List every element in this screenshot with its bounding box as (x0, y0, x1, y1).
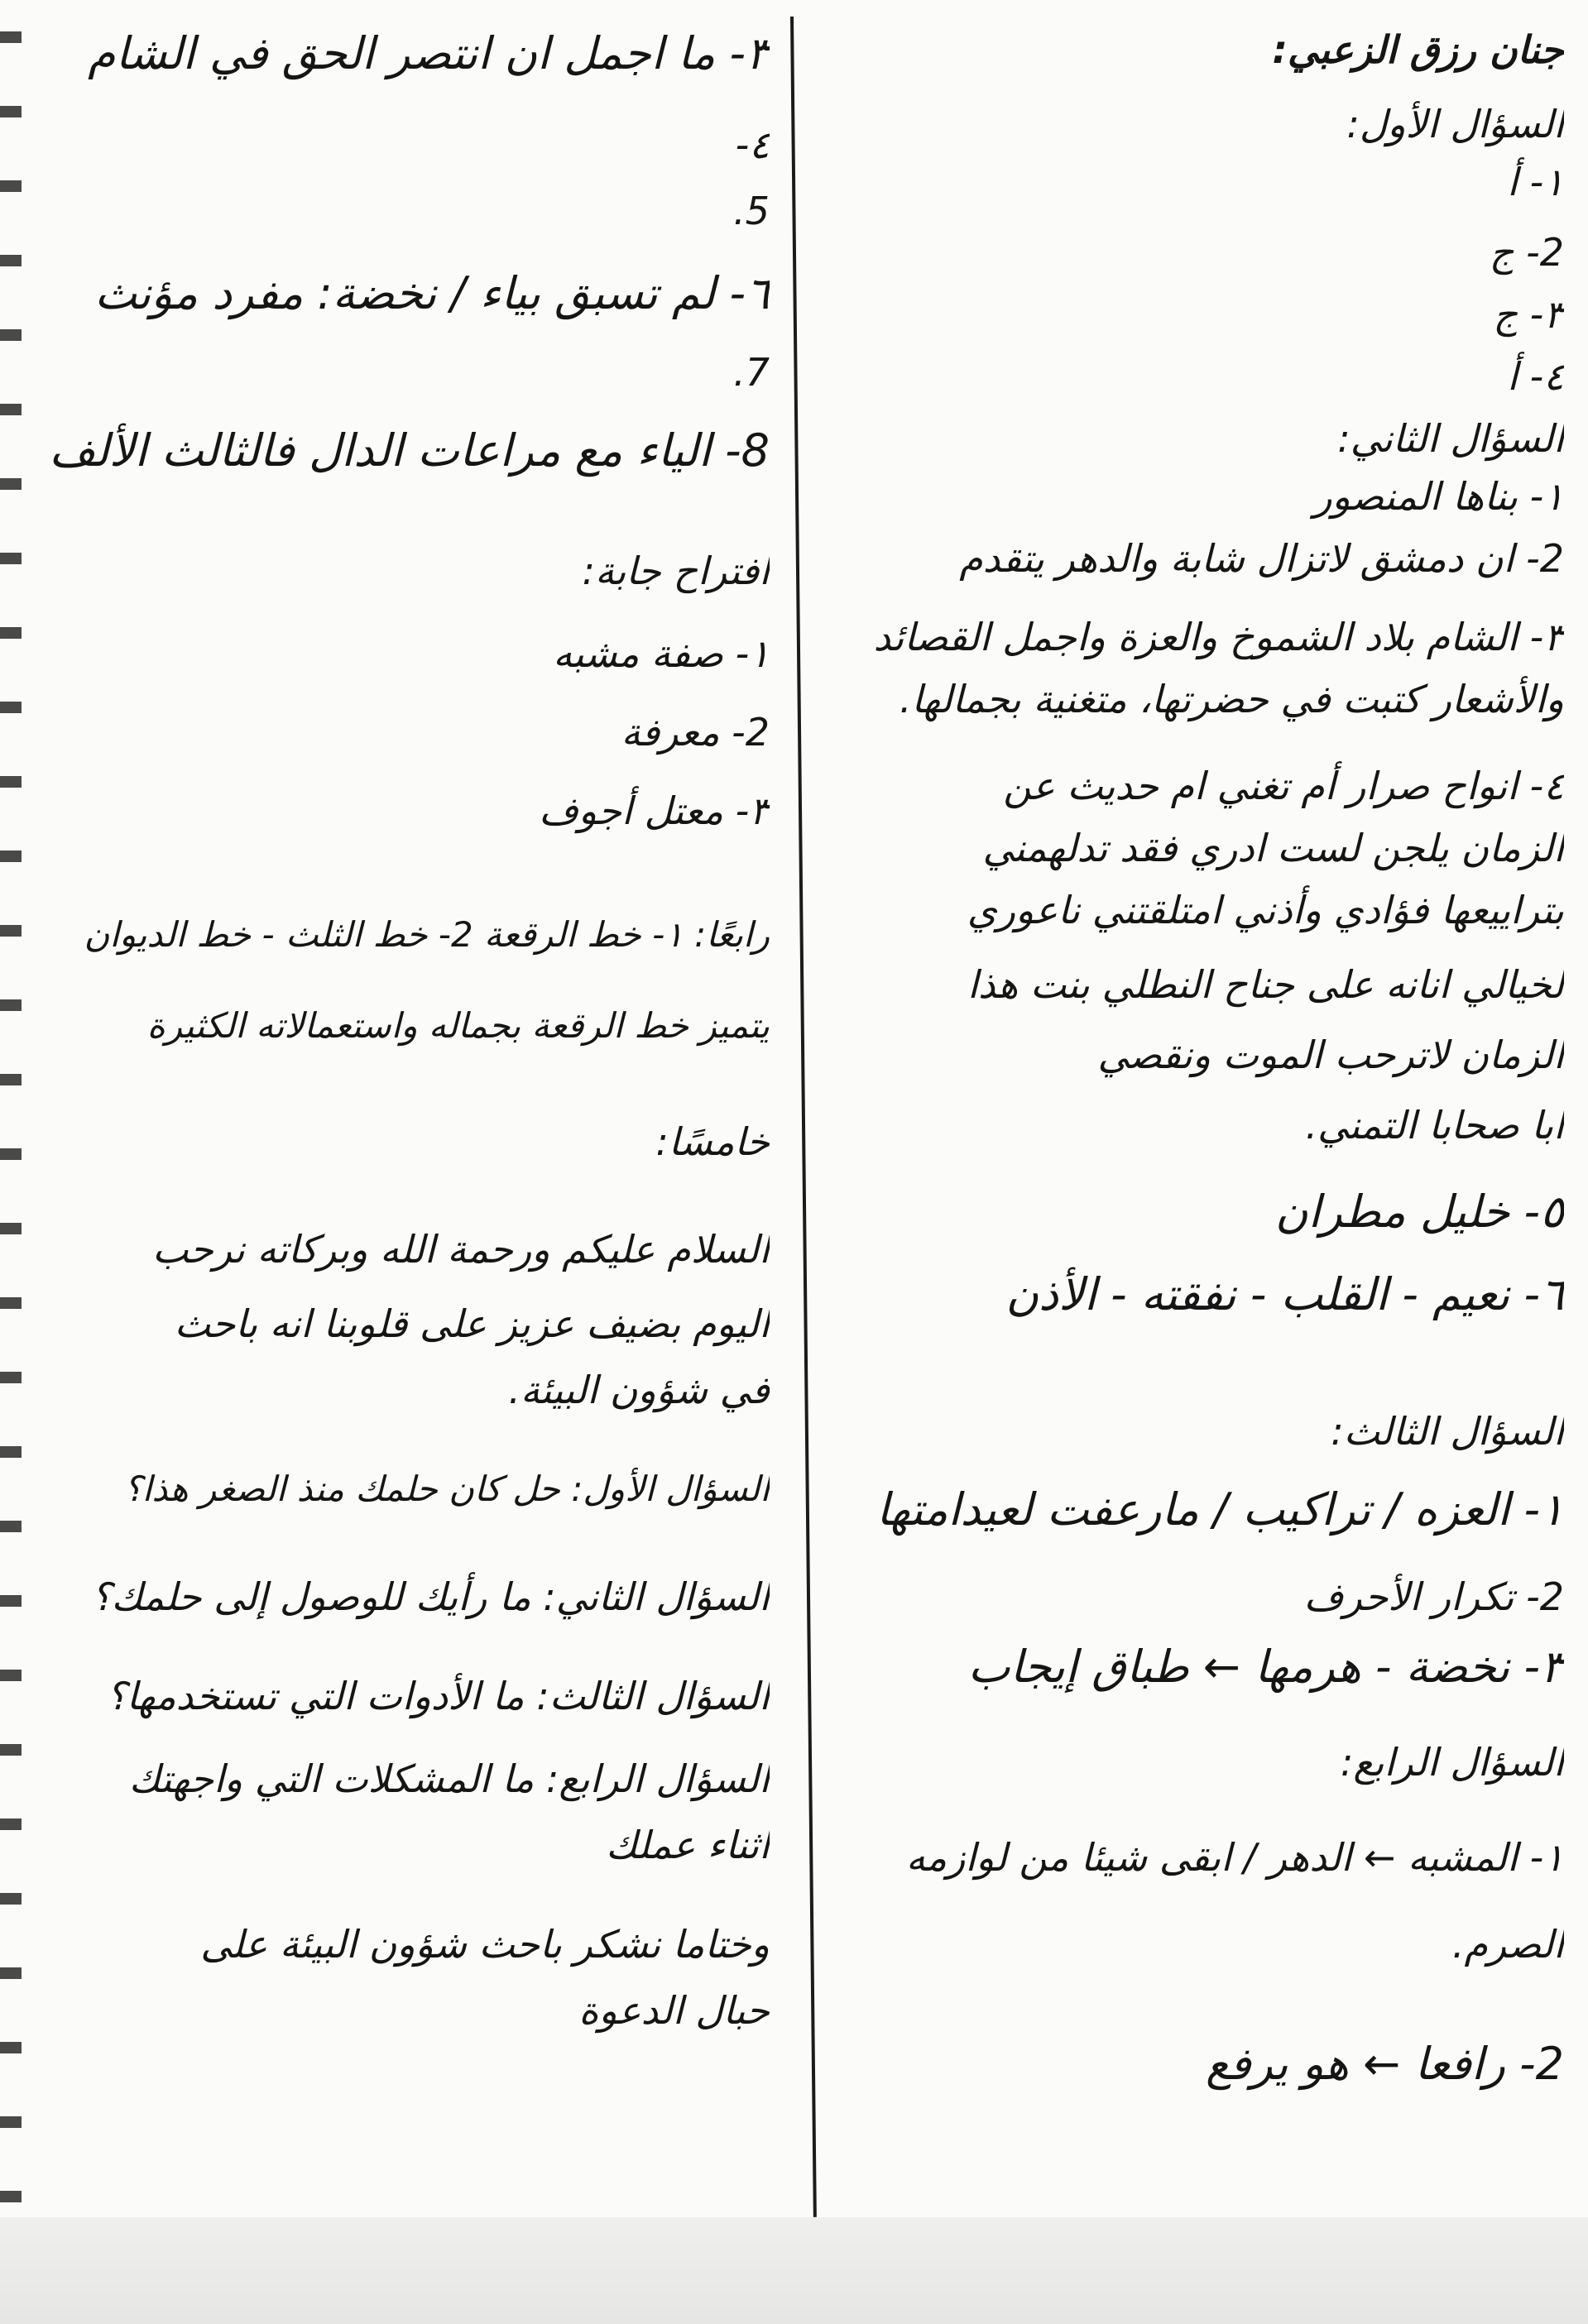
handwritten-line-l13: خامسًا: (655, 1119, 770, 1164)
page-bottom-margin (0, 2217, 1588, 2324)
handwritten-line-l19: السؤال الثالث: ما الأدوات التي تستخدمها؟ (106, 1674, 770, 1718)
handwritten-line-r19: ٦- نعيم - القلب - نفقته - الأذن (1005, 1268, 1564, 1320)
handwritten-line-l08: ١- صفة مشبه (553, 631, 770, 676)
handwritten-line-l06: 8- الياء مع مراعات الدال فالثالث الألف (49, 424, 770, 477)
handwritten-line-r15: لخيالي انانه على جناح النطلي بنت هذا (967, 962, 1564, 1007)
handwritten-line-l07: افتراح جابة: (582, 549, 770, 593)
handwritten-line-r03: ١- أ (1507, 160, 1564, 204)
handwritten-line-r17: ابا صحابا التمني. (1305, 1103, 1564, 1148)
handwritten-line-l12: يتميز خط الرقعة بجماله واستعمالاته الكثيرة (146, 1005, 770, 1046)
handwritten-line-l04: ٦- لم تسبق بياء / نخضة: مفرد مؤنث (94, 267, 770, 319)
handwritten-line-r14: بتراييعها فؤادي وأذني امتلقتني ناعوري (967, 888, 1564, 932)
handwritten-line-r06: ٤- أ (1507, 354, 1564, 399)
handwritten-line-r23: ٣- نخضة - هرمها ← طباق إيجاب (967, 1641, 1564, 1693)
handwritten-line-l01: ٣- ما اجمل ان انتصر الحق في الشام (88, 27, 770, 79)
spiral-binding (0, 0, 22, 2324)
handwritten-line-r12: ٤- انواح صرار أم تغني ام حديث عن (1003, 764, 1564, 808)
handwritten-line-l20: السؤال الرابع: ما المشكلات التي واجهتك (128, 1756, 770, 1801)
handwritten-line-r16: الزمان لاترحب الموت ونقصي (1097, 1033, 1564, 1077)
handwritten-line-r20: السؤال الثالث: (1331, 1409, 1564, 1454)
handwritten-line-l05: 7. (733, 350, 770, 395)
handwritten-line-l11: رابعًا: ١- خط الرقعة 2- خط الثلث - خط الديوان (84, 914, 770, 955)
handwritten-line-l14: السلام عليكم ورحمة الله وبركاته نرحب (152, 1227, 770, 1272)
handwritten-line-r24: السؤال الرابع: (1340, 1740, 1564, 1785)
handwritten-line-r13: الزمان يلجن لست ادري فقد تدلهمني (982, 826, 1564, 870)
handwritten-line-r18: ٥- خليل مطران (1275, 1186, 1564, 1238)
column-divider-line (790, 17, 817, 2217)
handwritten-line-l21: اثناء عملك (606, 1823, 770, 1867)
handwritten-line-r25: ١- المشبه ← الدهر / ابقى شيئا من لوازمه (905, 1835, 1564, 1880)
handwritten-line-r22: 2- تكرار الأحرف (1303, 1574, 1564, 1619)
handwritten-line-r27: 2- رافعا ← هو يرفع (1206, 2038, 1564, 2090)
handwritten-line-l23: حبال الدعوة (578, 1988, 770, 2033)
handwritten-line-r01: جنان رزق الزعبي: (1272, 27, 1564, 72)
handwritten-line-r21: ١- العزه / تراكيب / مارعفت لعيدامتها (876, 1483, 1564, 1536)
handwritten-line-l10: ٣- معتل أجوف (539, 788, 770, 833)
handwritten-line-l17: السؤال الأول: حل كان حلمك منذ الصغر هذا؟ (123, 1469, 770, 1509)
handwritten-line-r10: ٣- الشام بلاد الشموخ والعزة واجمل القصائد (873, 615, 1564, 659)
handwritten-line-l16: في شؤون البيئة. (508, 1368, 770, 1412)
handwritten-line-r07: السؤال الثاني: (1337, 416, 1564, 461)
handwritten-line-l15: اليوم بضيف عزيز على قلوبنا انه باحث (174, 1301, 770, 1346)
handwritten-line-l02: ٤- (735, 122, 770, 167)
handwritten-line-r08: ١- بناها المنصور (1313, 474, 1564, 519)
handwritten-line-l03: 5. (733, 189, 770, 233)
handwritten-line-l09: 2- معرفة (621, 710, 770, 755)
handwritten-line-r11: والأشعار كتبت في حضرتها، متغنية بجمالها. (899, 677, 1564, 721)
handwritten-line-r26: الصرم. (1451, 1922, 1564, 1967)
handwritten-line-l22: وختاما نشكر باحث شؤون البيئة على (200, 1922, 770, 1967)
handwritten-line-r05: ٣- ج (1493, 292, 1564, 337)
handwritten-line-r09: 2- ان دمشق لاتزال شابة والدهر يتقدم (959, 536, 1564, 581)
handwritten-line-r04: 2- ج (1489, 230, 1564, 275)
handwritten-line-r02: السؤال الأول: (1346, 102, 1564, 146)
handwritten-line-l18: السؤال الثاني: ما رأيك للوصول إلى حلمك؟ (91, 1574, 770, 1619)
